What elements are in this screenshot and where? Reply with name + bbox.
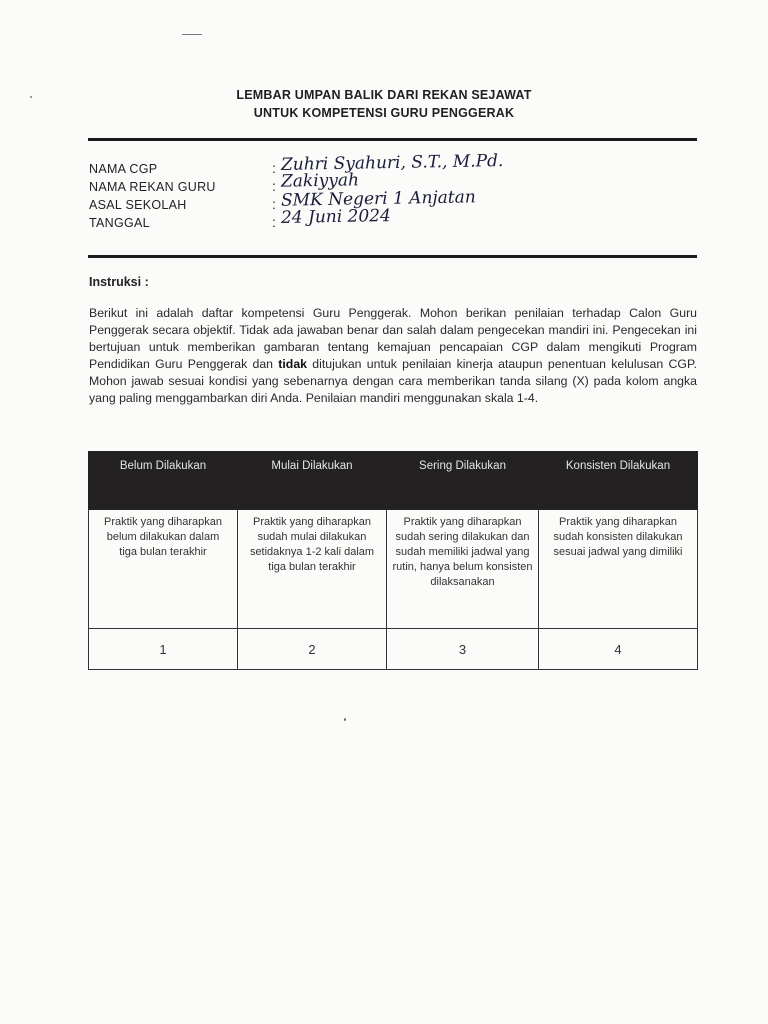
scale-description: Praktik yang diharapkan sudah mulai dilakukan setidaknya 1-2 kali dalam tiga bulan terakhir bbox=[238, 510, 387, 629]
field-label: NAMA CGP bbox=[89, 162, 158, 176]
field-colon: : bbox=[272, 196, 276, 212]
scale-header: Sering Dilakukan bbox=[387, 452, 539, 510]
scale-description: Praktik yang diharapkan belum dilakukan dalam tiga bulan terakhir bbox=[89, 510, 238, 629]
field-colon: : bbox=[272, 214, 276, 230]
scale-description-row bbox=[89, 510, 698, 629]
field-nama-cgp bbox=[89, 151, 699, 180]
instructions-text-bold: tidak bbox=[278, 357, 307, 372]
handwritten-value: Zakiyyah bbox=[280, 170, 360, 192]
scale-header: Belum Dilakukan bbox=[89, 452, 238, 510]
scale-header: Mulai Dilakukan bbox=[238, 452, 387, 510]
rating-scale-table bbox=[88, 451, 698, 670]
document-title bbox=[0, 86, 768, 122]
scan-speck bbox=[30, 96, 32, 98]
scale-description: Praktik yang diharapkan sudah konsisten dilakukan sesuai jadwal yang dimiliki bbox=[539, 510, 698, 629]
field-label: NAMA REKAN GURU bbox=[89, 180, 216, 194]
bottom-divider bbox=[88, 255, 697, 258]
field-label: TANGGAL bbox=[89, 216, 150, 230]
instructions-heading: Instruksi : bbox=[89, 275, 149, 289]
scale-number[interactable]: 2 bbox=[238, 629, 387, 670]
scan-speck bbox=[182, 34, 202, 35]
scale-number-row bbox=[89, 629, 698, 670]
scale-number[interactable]: 3 bbox=[387, 629, 539, 670]
instructions-text bbox=[89, 305, 697, 408]
scale-number[interactable]: 1 bbox=[89, 629, 238, 670]
scale-header: Konsisten Dilakukan bbox=[539, 452, 698, 510]
instructions-text-part-2: ditujukan untuk penilaian kinerja ataupun penentuan kelulusan CGP. Mohon jawab sesuai kondisi yang sebenarnya dengan cara memberikan tanda silang (X) pada kolom angka yang paling menggambarkan diri Anda. Penilaian mandiri menggunakan skala 1-4. bbox=[89, 357, 697, 406]
field-colon: : bbox=[272, 160, 276, 176]
handwritten-value: Zuhri Syahuri, S.T., M.Pd. bbox=[280, 151, 504, 175]
field-colon: : bbox=[272, 178, 276, 194]
scan-speck bbox=[344, 718, 346, 721]
scale-number[interactable]: 4 bbox=[539, 629, 698, 670]
title-line-1: LEMBAR UMPAN BALIK DARI REKAN SEJAWAT bbox=[236, 88, 532, 102]
instructions-text-part-1: Berikut ini adalah daftar kompetensi Guru Penggerak. Mohon berikan penilaian terhadap Calon Guru Penggerak secara objektif. Tidak ada jawaban benar dan salah dalam pengecekan mandiri ini. Pengecekan ini bertujuan untuk memberikan gambaran tentang kemajuan pencapaian CGP dalam mengikuti Program Pendidikan Guru Penggerak dan bbox=[89, 306, 697, 372]
field-label: ASAL SEKOLAH bbox=[89, 198, 187, 212]
handwritten-value: SMK Negeri 1 Anjatan bbox=[280, 187, 476, 211]
scale-header-row bbox=[89, 452, 698, 510]
top-divider bbox=[88, 138, 697, 141]
handwritten-value: 24 Juni 2024 bbox=[280, 206, 392, 228]
title-line-2: UNTUK KOMPETENSI GURU PENGGERAK bbox=[253, 106, 515, 120]
field-tanggal bbox=[89, 206, 699, 234]
identity-fields bbox=[89, 151, 699, 234]
scale-description: Praktik yang diharapkan sudah sering dilakukan dan sudah memiliki jadwal yang rutin, hanya belum konsisten dilaksanakan bbox=[387, 510, 539, 629]
